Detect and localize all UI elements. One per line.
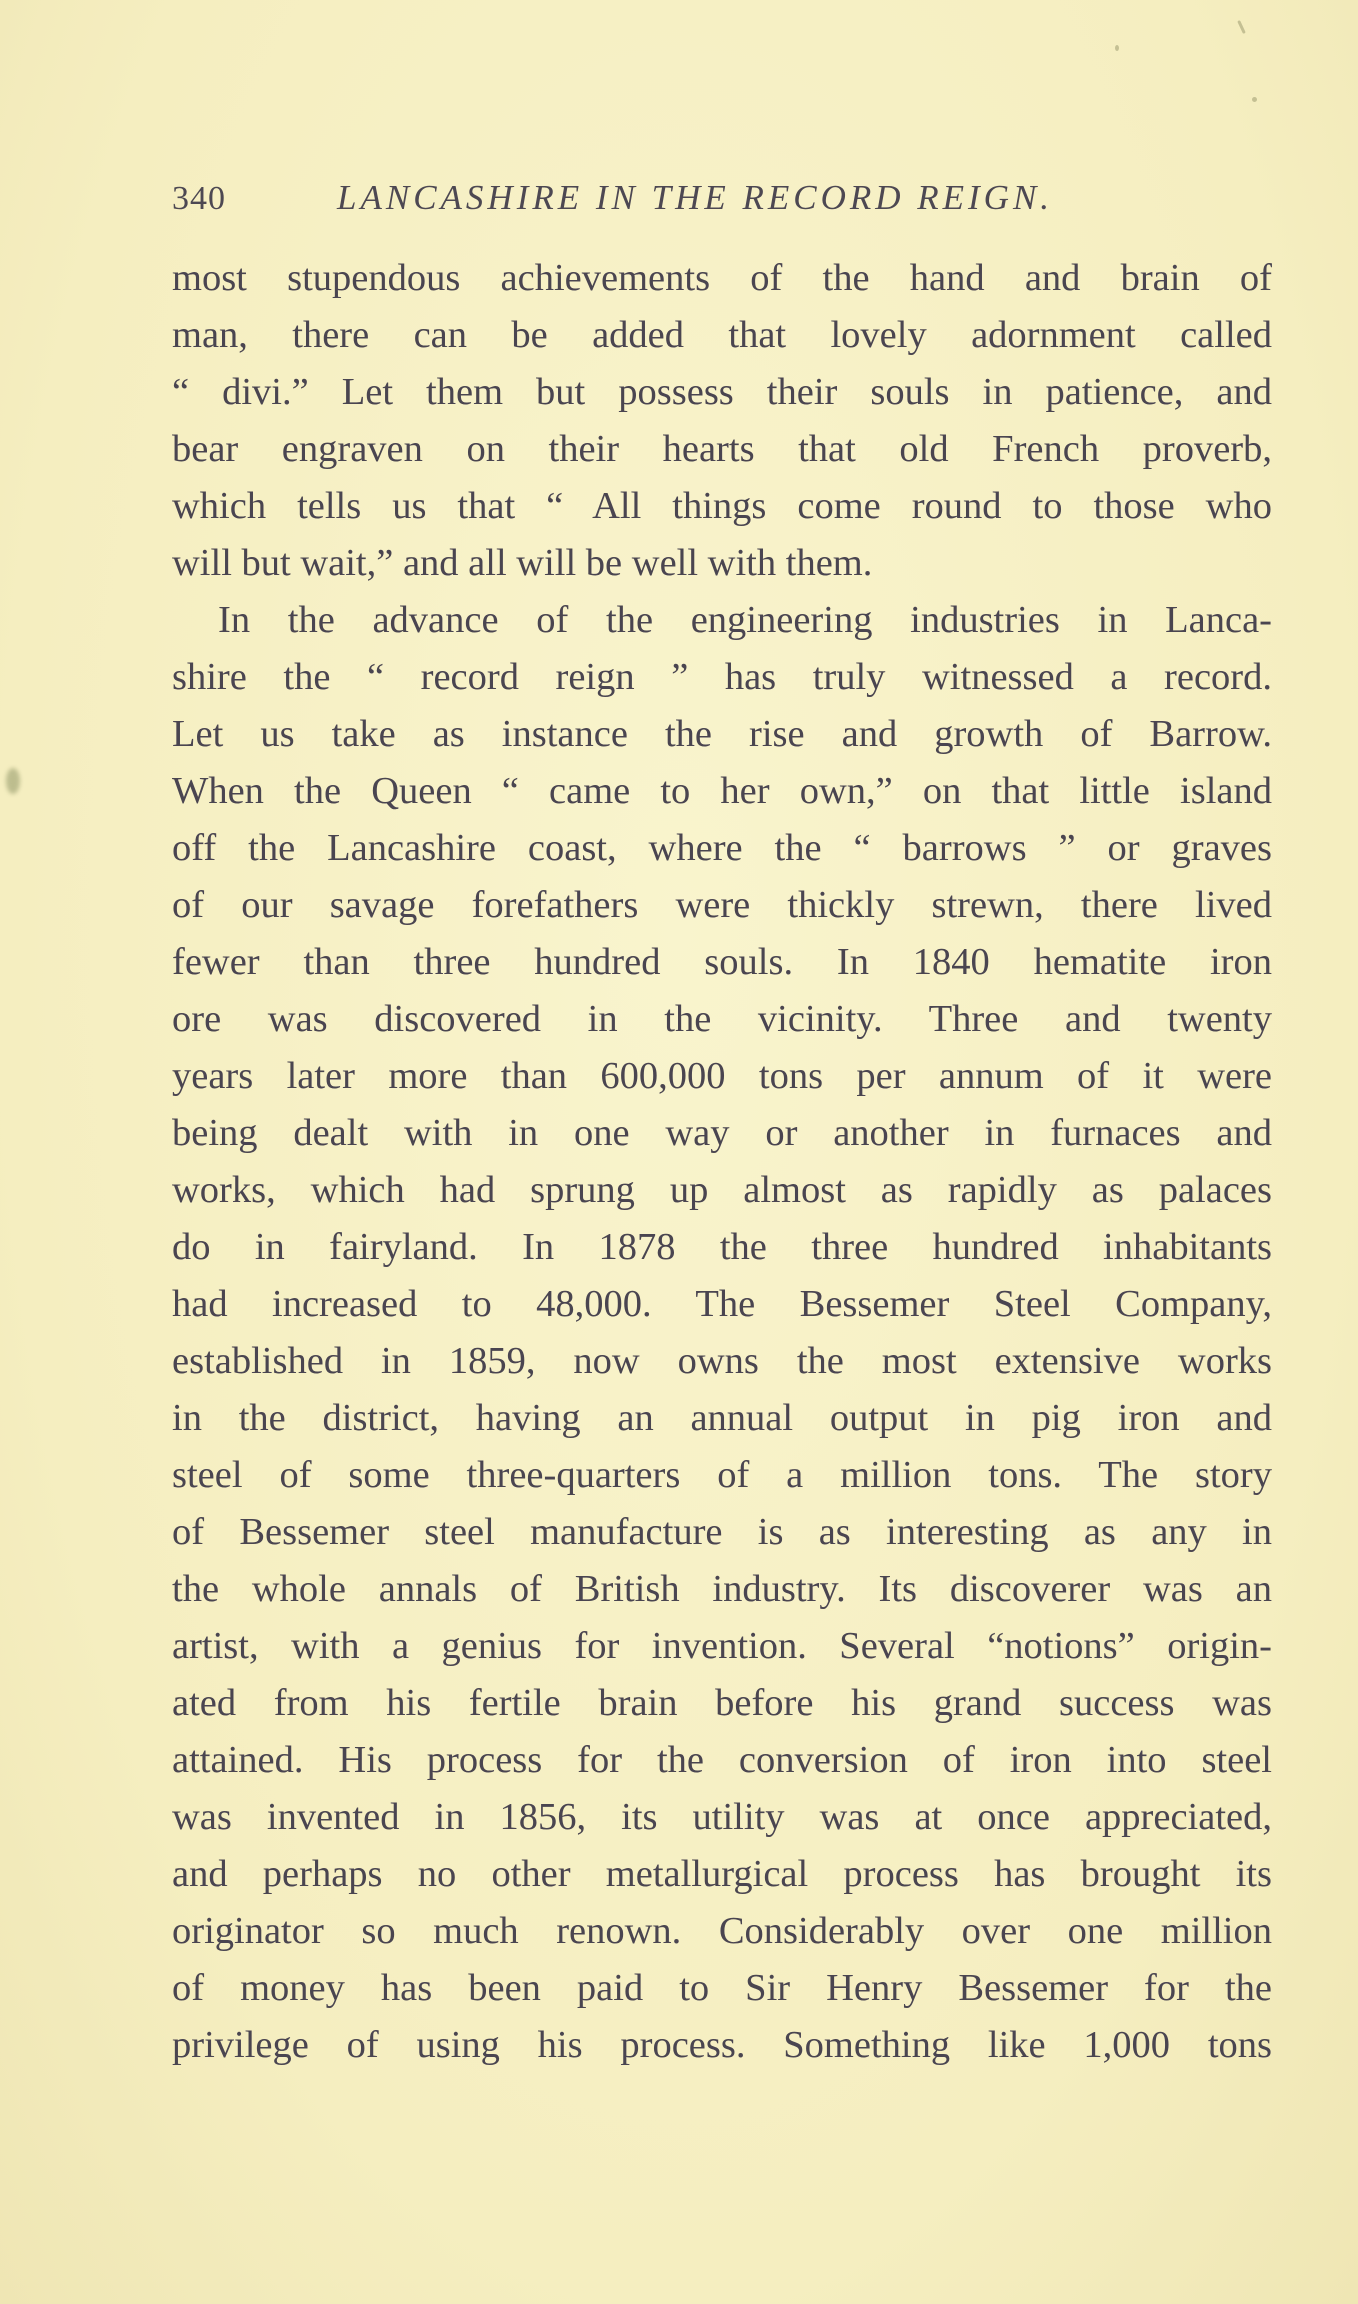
text-line: most stupendous achievements of the hand and brain of xyxy=(172,257,1272,299)
running-title: LANCASHIRE IN THE RECORD REIGN. xyxy=(337,178,1054,217)
text-line: had increased to 48,000. The Bessemer Steel Company, xyxy=(172,1283,1272,1325)
text-line: bear engraven on their hearts that old French proverb, xyxy=(172,428,1272,470)
text-line: “ divi.” Let them but possess their souls in patience, and xyxy=(172,371,1272,413)
text-line: attained. His process for the conversion of iron into steel xyxy=(172,1739,1272,1781)
text-line: and perhaps no other metallurgical process has brought its xyxy=(172,1853,1272,1895)
text-line: off the Lancashire coast, where the “ barrows ” or graves xyxy=(172,827,1272,869)
text-line: originator so much renown. Considerably over one million xyxy=(172,1910,1272,1952)
margin-stain xyxy=(6,768,20,794)
text-line: in the district, having an annual output in pig iron and xyxy=(172,1397,1272,1439)
text-line: years later more than 600,000 tons per annum of it were xyxy=(172,1055,1272,1097)
paper-speck xyxy=(1237,20,1246,34)
paper-speck xyxy=(1115,45,1119,51)
text-line: ore was discovered in the vicinity. Three and twenty xyxy=(172,998,1272,1040)
body-text xyxy=(172,250,1272,2074)
text-line: which tells us that “ All things come round to those who xyxy=(172,485,1272,527)
text-line: ated from his fertile brain before his grand success was xyxy=(172,1682,1272,1724)
text-line: shire the “ record reign ” has truly witnessed a record. xyxy=(172,656,1272,698)
paper-speck xyxy=(1252,97,1257,102)
text-line: do in fairyland. In 1878 the three hundred inhabitants xyxy=(172,1226,1272,1268)
text-line: of Bessemer steel manufacture is as interesting as any in xyxy=(172,1511,1272,1553)
text-line: steel of some three-quarters of a million tons. The story xyxy=(172,1454,1272,1496)
text-line-paragraph-start: In the advance of the engineering industries in Lanca- xyxy=(218,599,1272,641)
text-line: When the Queen “ came to her own,” on that little island xyxy=(172,770,1272,812)
text-line-paragraph-end: will but wait,” and all will be well with them. xyxy=(172,542,873,584)
text-line: fewer than three hundred souls. In 1840 hematite iron xyxy=(172,941,1272,983)
text-line: was invented in 1856, its utility was at once appreciated, xyxy=(172,1796,1272,1838)
text-line: privilege of using his process. Something like 1,000 tons xyxy=(172,2024,1272,2066)
page-number: 340 xyxy=(172,180,226,217)
text-line: the whole annals of British industry. Its discoverer was an xyxy=(172,1568,1272,1610)
text-line: of our savage forefathers were thickly strewn, there lived xyxy=(172,884,1272,926)
text-line: man, there can be added that lovely adornment called xyxy=(172,314,1272,356)
text-line: artist, with a genius for invention. Several “notions” origin- xyxy=(172,1625,1272,1667)
text-line: of money has been paid to Sir Henry Bessemer for the xyxy=(172,1967,1272,2009)
text-line: established in 1859, now owns the most extensive works xyxy=(172,1340,1272,1382)
text-line: Let us take as instance the rise and growth of Barrow. xyxy=(172,713,1272,755)
text-line: works, which had sprung up almost as rapidly as palaces xyxy=(172,1169,1272,1211)
text-line: being dealt with in one way or another in furnaces and xyxy=(172,1112,1272,1154)
running-head xyxy=(172,178,1272,228)
